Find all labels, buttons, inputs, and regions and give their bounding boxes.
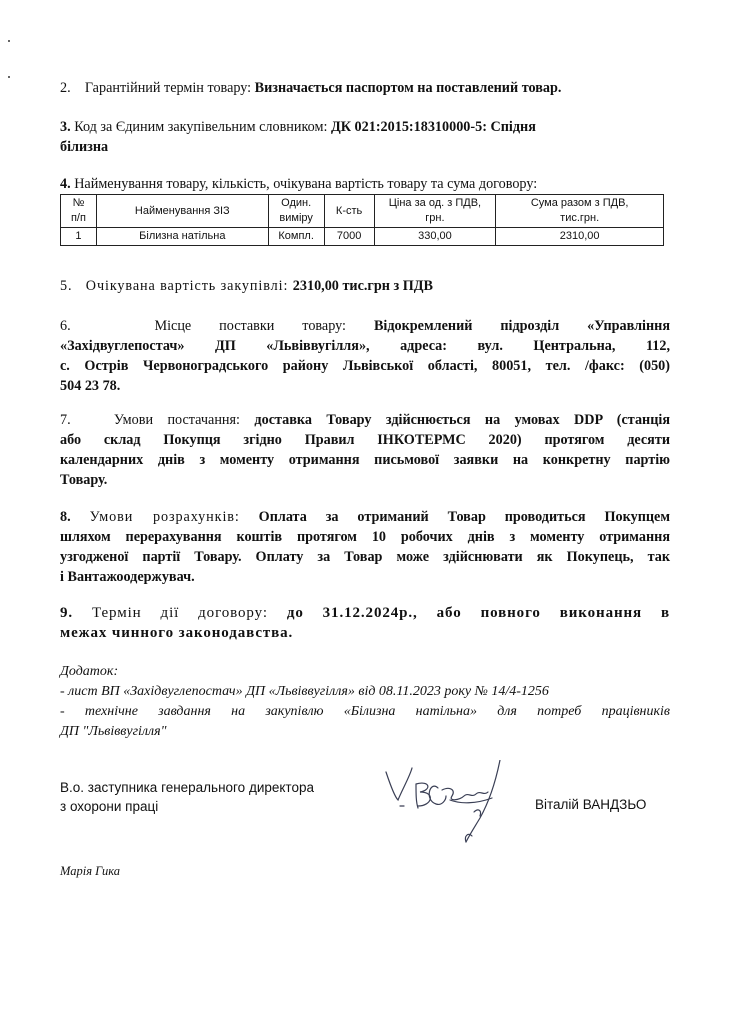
table-cell: 7000: [324, 228, 374, 246]
scan-speck: [8, 76, 10, 78]
table-cell: 1: [61, 228, 97, 246]
section-9: [60, 603, 670, 643]
section-line: шляхом перерахування коштів протягом 10 робочих днів з моменту отримання: [60, 529, 670, 545]
section-number: 6.: [60, 318, 71, 334]
section-label: Умови постачання:: [113, 412, 240, 428]
section-number: 7.: [60, 412, 71, 428]
section-line: календарних днів з моменту отримання письмової заявки на конкретну партію: [60, 452, 670, 468]
section-line: 504 23 78.: [60, 378, 121, 394]
section-number: 4.: [60, 176, 71, 192]
table-header: Сума разом з ПДВ, тис.грн.: [496, 195, 664, 228]
section-value: Відокремлений підрозділ «Управління: [373, 318, 671, 334]
table-row: [61, 228, 664, 246]
table-header: № п/п: [61, 195, 97, 228]
section-line: і Вантажоодержувач.: [60, 569, 195, 585]
section-line: с. Острів Червоноградського району Львівської області, 80051, тел. /факс: (050): [60, 358, 670, 374]
section-value: до 31.12.2024р., або повного виконання в: [286, 605, 671, 621]
position-line: з охорони праці: [60, 799, 159, 814]
section-5: [60, 276, 670, 296]
scan-speck: [8, 40, 10, 42]
section-value: доставка Товару здійснюється на умовах DDP (станція: [254, 412, 671, 428]
table-header: Ціна за од. з ПДВ, грн.: [374, 195, 496, 228]
position-line: В.о. заступника генерального директора: [60, 780, 314, 795]
section-line: межах чинного законодавства.: [60, 625, 294, 641]
section-label: Умови розрахунків:: [89, 509, 240, 525]
handwritten-signature: [380, 760, 510, 850]
section-value-cont: білизна: [60, 139, 109, 155]
signatory-name: Віталій ВАНДЗЬО: [535, 797, 647, 812]
section-number: 2.: [60, 80, 71, 96]
attachment-item-cont: ДП "Львіввугілля": [60, 724, 167, 739]
attachment-item: - лист ВП «Західвуглепостач» ДП «Львіввугілля» від 08.11.2023 року № 14/4-1256: [60, 684, 549, 699]
section-number: 5.: [60, 278, 73, 294]
table-header: К-сть: [324, 195, 374, 228]
section-label: Гарантійний термін товару:: [84, 80, 252, 96]
table-header: Один. виміру: [268, 195, 324, 228]
attachments-title: Додаток:: [60, 664, 119, 679]
table-cell: Компл.: [268, 228, 324, 246]
section-7: [60, 410, 670, 490]
section-line: «Західвуглепостач» ДП «Львіввугілля», адреса: вул. Центральна, 112,: [60, 338, 670, 354]
attachment-item: - технічне завдання на закупівлю «Білизна натільна» для потреб працівників: [60, 704, 670, 719]
section-number: 3.: [60, 119, 71, 135]
section-value: Оплата за отриманий Товар проводиться Покупцем: [258, 509, 671, 525]
section-label: Термін дії договору:: [92, 605, 268, 621]
section-number: 9.: [60, 605, 74, 621]
section-label: Місце поставки товару:: [154, 318, 346, 334]
section-label: Очікувана вартість закупівлі:: [85, 278, 289, 294]
section-number: 8.: [60, 509, 71, 525]
section-8: [60, 507, 670, 587]
section-line: узгодженої партії Товару. Оплату за Товар може здійснювати як Покупець, так: [60, 549, 670, 565]
attachments: [60, 662, 670, 742]
section-4: [60, 174, 670, 194]
section-line: Товару.: [60, 472, 108, 488]
section-label: Код за Єдиним закупівельним словником:: [74, 119, 328, 135]
table-cell: Білизна натільна: [96, 228, 268, 246]
table-header-row: [61, 195, 664, 228]
section-label: Найменування товару, кількість, очікувана вартість товару та сума договору:: [74, 176, 538, 192]
table-cell: 330,00: [374, 228, 496, 246]
section-3: [60, 117, 670, 157]
section-line: або склад Покупця згідно Правил ІНКОТЕРМС 2020) протягом десяти: [60, 432, 670, 448]
goods-table: [60, 194, 664, 246]
section-value: 2310,00 тис.грн з ПДВ: [292, 278, 433, 294]
table-cell: 2310,00: [496, 228, 664, 246]
section-2: [60, 78, 670, 98]
executor-name: Марія Гика: [60, 864, 121, 878]
section-value: Визначається паспортом на поставлений товар.: [254, 80, 562, 96]
section-value: ДК 021:2015:18310000-5: Спідня: [330, 119, 536, 135]
table-header: Найменування ЗІЗ: [96, 195, 268, 228]
section-6: [60, 316, 670, 396]
